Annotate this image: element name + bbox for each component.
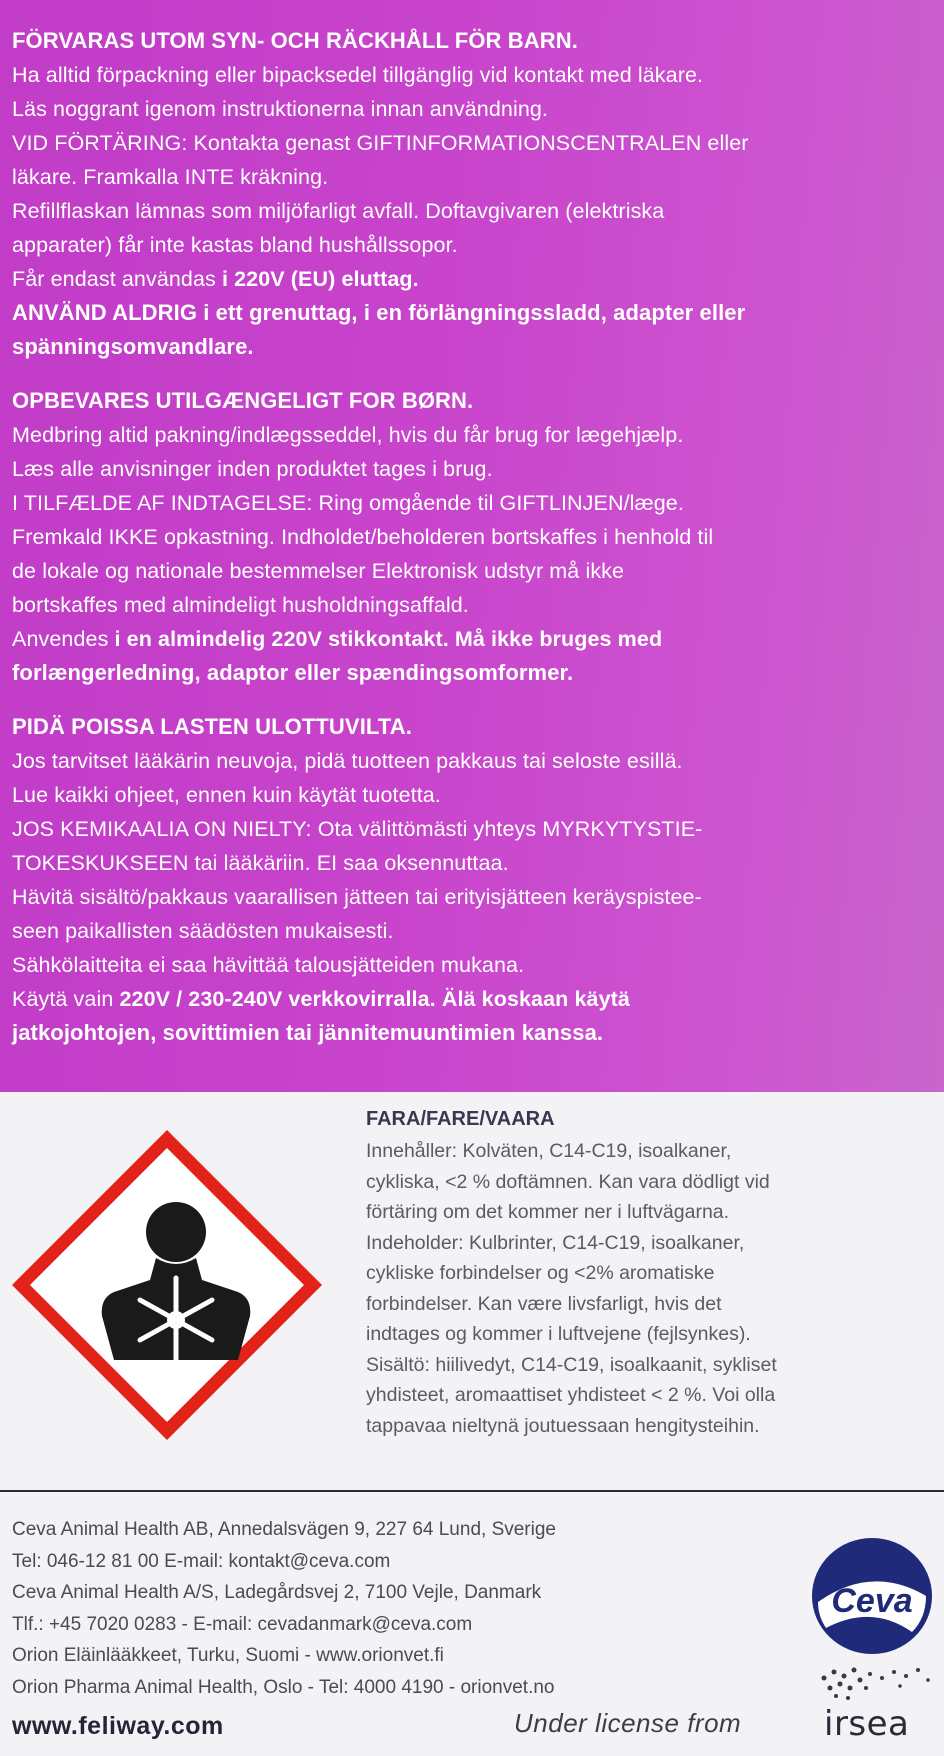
danish-line: Læs alle anvisninger inden produktet tages i brug. (12, 457, 493, 481)
swedish-line: Refillflaskan lämnas som miljöfarligt avfall. Doftavgivaren (elektriska (12, 199, 665, 223)
finnish-voltage-line (12, 982, 926, 1016)
finnish-warning-line: jatkojohtojen, sovittimien tai jännitemuuntimien kanssa. (12, 1020, 604, 1045)
finnish-line: Lue kaikki ohjeet, ennen kuin käytät tuotetta. (12, 783, 441, 807)
swedish-section (12, 24, 926, 364)
danish-voltage-line (12, 622, 926, 656)
hazard-line: Indeholder: Kulbrinter, C14-C19, isoalkaner, (366, 1231, 745, 1254)
address-block (12, 1514, 556, 1703)
address-line: Orion Eläinlääkkeet, Turku, Suomi - www.orionvet.fi (12, 1645, 444, 1666)
address-line: Ceva Animal Health A/S, Ladegårdsvej 2, 7100 Vejle, Danmark (12, 1582, 542, 1603)
swedish-warning-line: spänningsomvandlare. (12, 334, 254, 359)
danish-voltage-bold: i en almindelig 220V stikkontakt. Må ikke bruges med (114, 627, 663, 651)
hazard-line: forbindelser. Kan være livsfarligt, hvis det (366, 1292, 722, 1315)
health-hazard-icon (6, 1124, 328, 1446)
license-text: Under license from (514, 1708, 742, 1738)
address-line: Ceva Animal Health AB, Annedalsvägen 9, 227 64 Lund, Sverige (12, 1519, 556, 1540)
danish-warning-line: forlængerledning, adaptor eller spændingsomformer. (12, 660, 574, 685)
finnish-voltage-bold: 220V / 230-240V verkkovirralla. Älä koskaan käytä (119, 987, 630, 1011)
hazard-line: cykliska, <2 % doftämnen. Kan vara dödligt vid (366, 1170, 770, 1193)
danish-line: Medbring altid pakning/indlægsseddel, hvis du får brug for lægehjælp. (12, 423, 684, 447)
danish-line: bortskaffes med almindeligt husholdningsaffald. (12, 593, 469, 617)
divider (0, 1490, 944, 1492)
danish-line: Fremkald IKKE opkastning. Indholdet/beholderen bortskaffes i henhold til (12, 525, 714, 549)
ceva-logo (808, 1534, 936, 1658)
swedish-line: läkare. Framkalla INTE kräkning. (12, 165, 329, 189)
swedish-line: apparater) får inte kastas bland hushållssopor. (12, 233, 458, 257)
address-line: Tel: 046-12 81 00 E-mail: kontakt@ceva.com (12, 1550, 391, 1572)
hazard-statement (366, 1104, 936, 1441)
danish-line: I TILFÆLDE AF INDTAGELSE: Ring omgående til GIFTLINJEN/læge. (12, 491, 684, 515)
address-line: Orion Pharma Animal Health, Oslo - Tel: 4000 4190 - orionvet.no (12, 1676, 555, 1698)
hazard-line: cykliske forbindelser og <2% aromatiske (366, 1262, 715, 1284)
ceva-logo-text: Ceva (831, 1582, 913, 1620)
finnish-line: Sähkölaitteita ei saa hävittää talousjätteiden mukana. (12, 953, 525, 977)
swedish-voltage-bold: i 220V (EU) eluttag. (221, 267, 419, 291)
swedish-voltage-line (12, 262, 926, 296)
hazard-line: yhdisteet, aromaattiset yhdisteet < 2 %. Voi olla (366, 1384, 776, 1406)
finnish-line: Jos tarvitset lääkärin neuvoja, pidä tuotteen pakkaus tai seloste esillä. (12, 749, 683, 773)
hazard-line: Innehåller: Kolväten, C14-C19, isoalkaner, (366, 1140, 732, 1162)
danish-line: de lokale og nationale bestemmelser Elektronisk udstyr må ikke (12, 559, 625, 583)
website-link[interactable]: www.feliway.com (12, 1712, 224, 1740)
finnish-heading: PIDÄ POISSA LASTEN ULOTTUVILTA. (12, 714, 412, 739)
finnish-line: TOKESKUKSEEN tai lääkäriin. EI saa oksennuttaa. (12, 851, 509, 875)
hazard-line: förtäring om det kommer ner i luftvägarna. (366, 1201, 730, 1223)
danish-voltage-prefix: Anvendes (12, 627, 115, 651)
finnish-line: seen paikallisten säädösten mukaisesti. (12, 919, 394, 943)
finnish-voltage-prefix: Käytä vain (12, 987, 120, 1011)
danish-section (12, 384, 926, 690)
swedish-line: Läs noggrant igenom instruktionerna innan användning. (12, 97, 549, 121)
finnish-line: Hävitä sisältö/pakkaus vaarallisen jätteen tai erityisjätteen keräyspistee- (12, 885, 702, 909)
danish-heading: OPBEVARES UTILGÆNGELIGT FOR BØRN. (12, 388, 474, 413)
hazard-line: indtages og kommer i luftvejene (fejlsynkes). (366, 1323, 751, 1345)
hazard-line: tappavaa nieltynä joutuessaan hengitysteihin. (366, 1414, 760, 1437)
irsea-logo-text: irsea (824, 1704, 910, 1744)
swedish-heading: FÖRVARAS UTOM SYN- OCH RÄCKHÅLL FÖR BARN. (12, 28, 578, 53)
swedish-warning-line: ANVÄND ALDRIG i ett grenuttag, i en förlängningssladd, adapter eller (12, 300, 746, 325)
swedish-line: Ha alltid förpackning eller bipacksedel tillgänglig vid kontakt med läkare. (12, 63, 704, 87)
hazard-title: FARA/FARE/VAARA (366, 1108, 555, 1130)
swedish-line: VID FÖRTÄRING: Kontakta genast GIFTINFORMATIONSCENTRALEN eller (12, 131, 749, 155)
finnish-line: JOS KEMIKAALIA ON NIELTY: Ota välittömästi yhteys MYRKYTYSTIE- (12, 817, 703, 841)
finnish-section (12, 710, 926, 1050)
hazard-line: Sisältö: hiilivedyt, C14-C19, isoalkaanit, sykliset (366, 1353, 777, 1376)
swedish-voltage-prefix: Får endast användas (12, 267, 222, 291)
address-line: Tlf.: +45 7020 0283 - E-mail: cevadanmark@ceva.com (12, 1613, 473, 1635)
